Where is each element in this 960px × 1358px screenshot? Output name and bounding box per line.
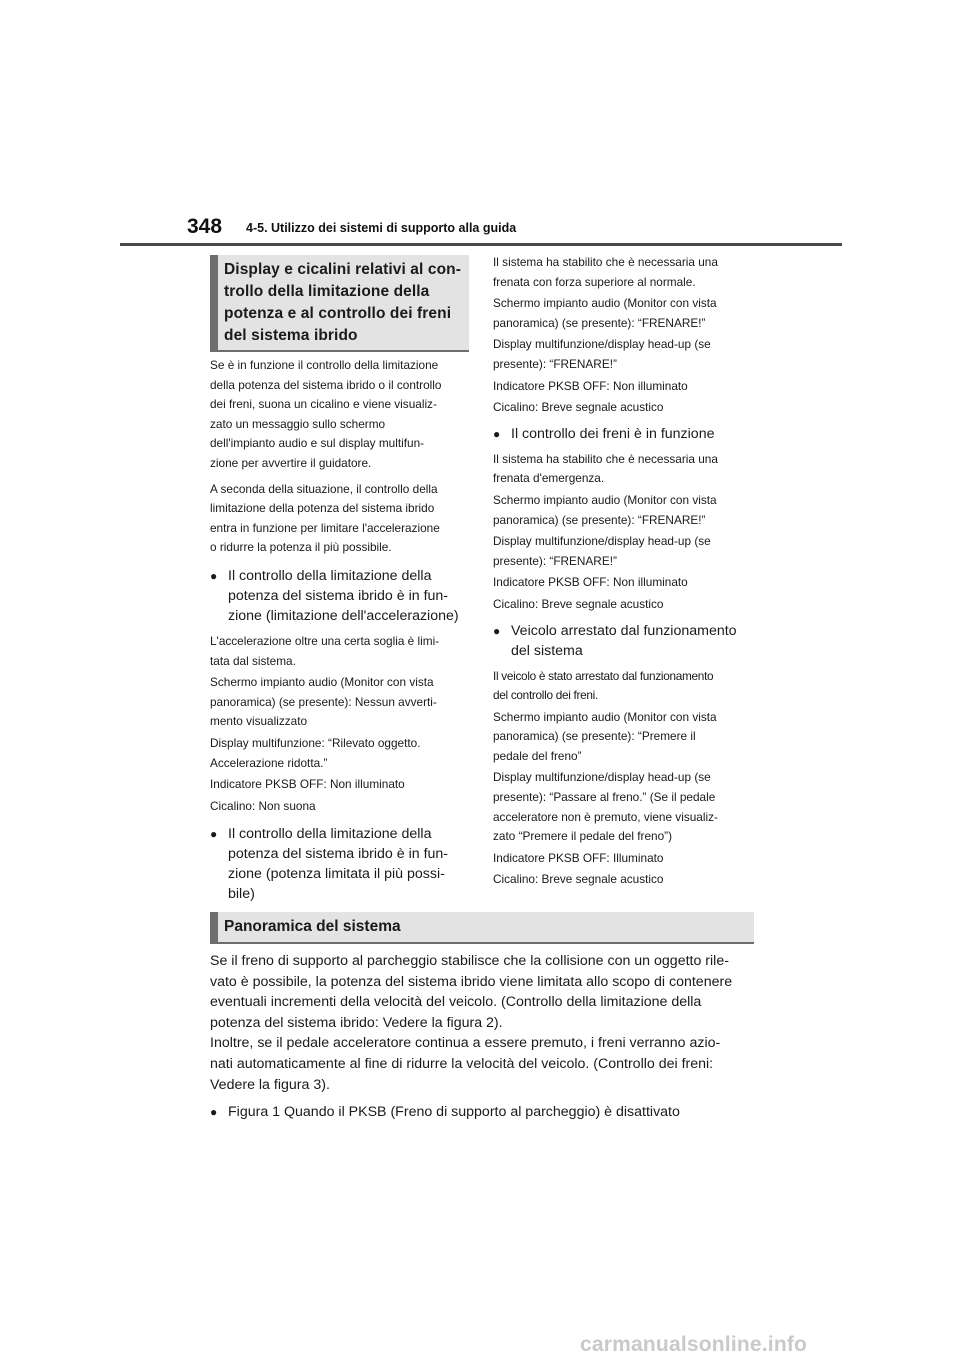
text-line: panoramica) (se presente): “FRENARE!” [493,315,706,330]
text-line: zato “Premere il pedale del freno”) [493,829,673,844]
text-line: del controllo dei freni. [493,688,598,703]
text-line: Schermo impianto audio (Monitor con vista [210,675,434,690]
text-line: limitazione della potenza del sistema ibrido [210,501,435,516]
bullet-description [493,450,755,489]
bullet-dot-icon: ● [493,623,501,638]
text-line: zione (potenza limitata il più possi- [228,866,445,883]
bullet-dot-icon: ● [210,827,218,842]
title-line: del sistema ibrido [224,327,358,344]
text-line: della potenza del sistema ibrido o il controllo [210,377,442,392]
chapter-title: 4-5. Utilizzo dei sistemi di supporto alla guida [246,221,517,235]
audio-screen-info [493,708,755,767]
bullet-heading [210,566,472,626]
text-line: Inoltre, se il pedale acceleratore continua a essere premuto, i freni verranno azio- [210,1035,721,1052]
text-line: L'accelerazione oltre una certa soglia è limi- [210,633,440,648]
text-line: Figura 1 Quando il PKSB (Freno di supporto al parcheggio) è disattivato [228,1104,680,1121]
text-line: Se è in funzione il controllo della limitazione [210,358,439,372]
indicator-info: Indicatore PKSB OFF: Illuminato [493,850,664,865]
page-number: 348 [187,215,223,238]
text-line: Il controllo della limitazione della [228,567,432,584]
section-rule [210,942,754,944]
text-line: Display multifunzione: “Rilevato oggetto. [210,735,421,750]
text-line: bile) [228,886,255,903]
buzzer-info: Cicalino: Non suona [210,798,316,813]
buzzer-info: Cicalino: Breve segnale acustico [493,872,664,887]
text-line: entra in funzione per limitare l'accelerazione [210,520,440,535]
text-line: presente): “FRENARE!” [493,553,617,568]
section-title-system-overview: Panoramica del sistema [210,912,754,942]
text-line: Display multifunzione/display head-up (se [493,770,711,785]
text-line: zato un messaggio sullo schermo [210,416,386,431]
buzzer-info: Cicalino: Breve segnale acustico [493,400,664,415]
intro-paragraph [210,356,472,474]
text-line: dei freni, suona un cicalino e viene visualiz- [210,397,437,412]
text-line: Display multifunzione/display head-up (se [493,337,711,352]
multifunction-display-info [493,768,755,846]
bullet-dot-icon: ● [210,568,218,583]
indicator-info: Indicatore PKSB OFF: Non illuminato [493,575,688,590]
text-line: acceleratore non è premuto, viene visualiz- [493,809,718,824]
text-line: Il controllo dei freni è in funzione [511,425,715,442]
text-line: Accelerazione ridotta.” [210,755,328,770]
bullet-description [493,253,755,292]
text-line: presente): “FRENARE!” [493,356,617,371]
text-line: mento visualizzato [210,714,308,729]
text-line: presente): “Passare al freno.” (Se il pedale [493,790,716,805]
text-line: o ridurre la potenza il più possibile. [210,540,392,555]
bullet-description [493,667,755,706]
text-line: Veicolo arrestato dal funzionamento [511,622,737,639]
bullet-heading [210,824,472,904]
bullet-dot-icon: ● [493,426,501,441]
text-line: Display multifunzione/display head-up (se [493,534,711,549]
text-line: Vedere la figura 3). [210,1076,330,1093]
indicator-info: Indicatore PKSB OFF: Non illuminato [210,777,405,792]
text-line: Il controllo della limitazione della [228,826,432,843]
text-line: frenata con forza superiore al normale. [493,274,696,289]
text-line: pedale del freno” [493,748,582,763]
text-line: Se il freno di supporto al parcheggio stabilisce che la collisione con un oggetto rile- [210,953,729,969]
text-line: Schermo impianto audio (Monitor con vista [493,296,717,311]
text-line: vato è possibile, la potenza del sistema ibrido viene limitata allo scopo di contenere [210,973,733,990]
text-line: nati automaticamente al fine di ridurre la velocità del veicolo. (Controllo dei freni: [210,1055,714,1072]
text-line: zione per avvertire il guidatore. [210,455,372,470]
bullet-heading [493,621,755,661]
text-line: Il sistema ha stabilito che è necessaria una [493,255,718,269]
text-line: frenata d'emergenza. [493,471,605,486]
left-column [210,356,472,910]
watermark-text: carmanualsonline.info [580,1333,808,1356]
text-line: Schermo impianto audio (Monitor con vista [493,709,717,724]
text-line: potenza del sistema ibrido è in fun- [228,846,449,863]
header-rule [120,243,842,246]
overview-paragraph [210,951,760,1095]
text-line: del sistema [511,642,583,659]
title-line: trollo della limitazione della [224,283,430,300]
title-line: potenza e al controllo dei freni [224,305,452,322]
bullet-description [210,632,472,671]
text-line: eventuali incrementi della velocità del veicolo. (Controllo della limitazione della [210,994,702,1011]
text-line: panoramica) (se presente): “FRENARE!” [493,512,706,527]
text-line: panoramica) (se presente): “Premere il [493,729,696,744]
section-title-display-buzzers [210,255,469,350]
system-overview-text [210,951,760,1123]
bullet-dot-icon: ● [210,1105,218,1120]
text-line: panoramica) (se presente): Nessun avverti- [210,694,437,709]
text-line: zione (limitazione dell'accelerazione) [228,607,459,624]
audio-screen-info [493,294,755,333]
text-line: potenza del sistema ibrido: Vedere la figura 2). [210,1014,503,1031]
text-line: dell'impianto audio e sul display multifun- [210,436,425,451]
text-line: potenza del sistema ibrido è in fun- [228,587,449,604]
bullet-heading [493,424,755,444]
audio-screen-info [493,491,755,530]
intro-paragraph [210,480,472,558]
text-line: Il veicolo è stato arrestato dal funzionamento [493,668,714,683]
multifunction-display-info [210,734,472,773]
buzzer-info: Cicalino: Breve segnale acustico [493,596,664,611]
multifunction-display-info [493,532,755,571]
right-column [493,253,755,892]
title-line: Display e cicalini relativi al con- [224,261,461,278]
figure-bullet [210,1102,760,1123]
multifunction-display-info [493,335,755,374]
text-line: A seconda della situazione, il controllo della [210,481,438,496]
indicator-info: Indicatore PKSB OFF: Non illuminato [493,378,688,393]
section-rule [210,350,469,352]
audio-screen-info [210,673,472,732]
text-line: Schermo impianto audio (Monitor con vista [493,492,717,507]
text-line: Il sistema ha stabilito che è necessaria una [493,451,718,466]
text-line: tata dal sistema. [210,653,296,668]
